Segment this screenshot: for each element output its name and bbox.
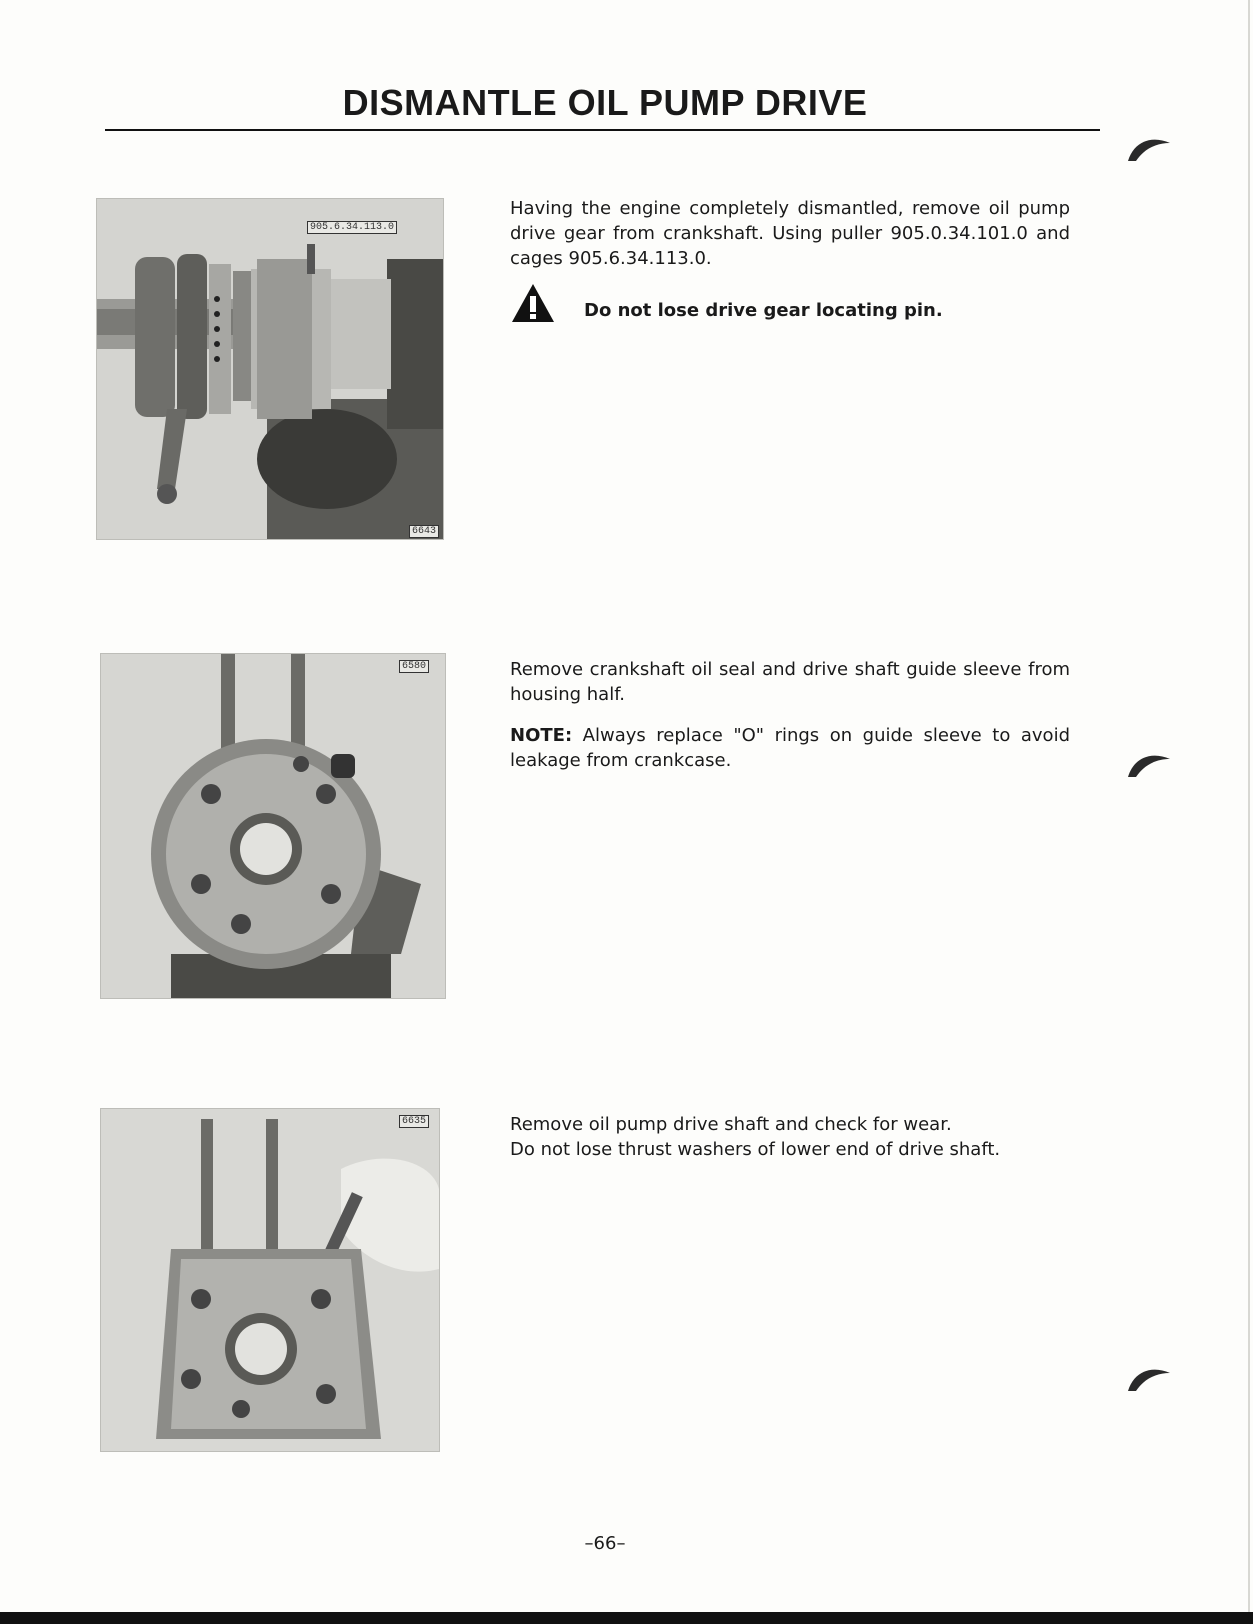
section-2-note (510, 723, 1070, 773)
section-3-line-1: Remove oil pump drive shaft and check for wear. (510, 1114, 952, 1135)
page-title: DISMANTLE OIL PUMP DRIVE (342, 82, 868, 123)
section-1-paragraph: Having the engine completely dismantled, remove oil pump drive gear from crankshaft. Using puller 905.0.34.101.0 and cages 905.6.34.113.0. (510, 198, 1070, 269)
page-edge (1248, 0, 1250, 1624)
drive-shaft-illustration (101, 1109, 439, 1451)
note-text: Always replace "O" rings on guide sleeve to avoid leakage from crankcase. (510, 725, 1070, 771)
warning-callout (510, 282, 1070, 322)
scan-bottom-edge (0, 1612, 1253, 1624)
tab-mark-icon (1126, 133, 1172, 163)
tab-mark-icon (1126, 749, 1172, 779)
figure-drive-shaft-removal (100, 1108, 440, 1452)
title-rule (105, 129, 1100, 131)
section-3-text (510, 1112, 1070, 1162)
page-number: –66– (584, 1533, 626, 1554)
figure-code: 6643 (409, 525, 439, 538)
tool-number-label: 905.6.34.113.0 (307, 221, 397, 234)
warning-triangle-icon (510, 282, 556, 324)
section-2-text (510, 657, 1070, 773)
figure-housing-half (100, 653, 446, 999)
figure-code: 6635 (399, 1115, 429, 1128)
crankshaft-illustration (97, 199, 443, 539)
section-2-paragraph: Remove crankshaft oil seal and drive shaft guide sleeve from housing half. (510, 659, 1070, 705)
housing-illustration (101, 654, 445, 998)
warning-text: Do not lose drive gear locating pin. (584, 300, 943, 321)
tab-mark-icon (1126, 1363, 1172, 1393)
section-1-text (510, 196, 1070, 271)
section-3-line-2: Do not lose thrust washers of lower end of drive shaft. (510, 1139, 1001, 1160)
note-label: NOTE: (510, 725, 573, 746)
figure-code: 6580 (399, 660, 429, 673)
figure-crankshaft-puller (96, 198, 444, 540)
